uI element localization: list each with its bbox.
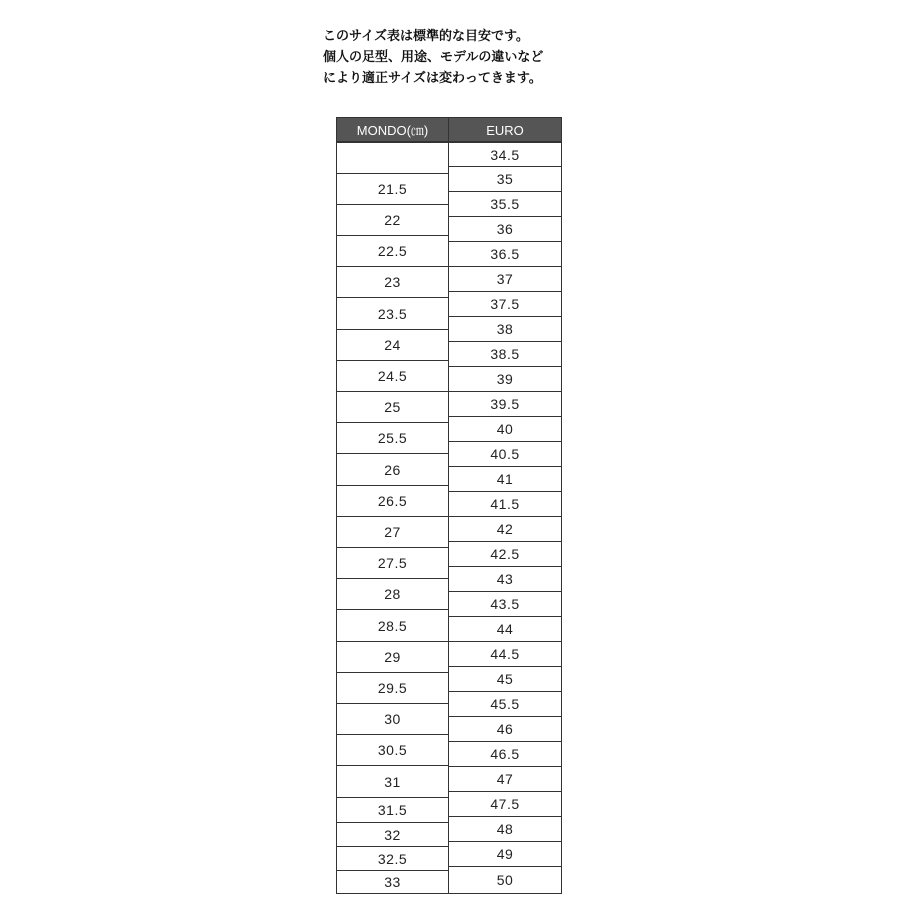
mondo-cell: 22 (336, 205, 449, 236)
euro-cell: 34.5 (449, 142, 562, 167)
euro-cell: 46.5 (449, 742, 562, 767)
mondo-cell: 31.5 (336, 798, 449, 823)
mondo-cell: 25 (336, 392, 449, 423)
mondo-cell: 30.5 (336, 735, 449, 766)
mondo-column (336, 117, 449, 894)
euro-cell: 43 (449, 567, 562, 592)
euro-cell: 47 (449, 767, 562, 792)
size-note-line-3: により適正サイズは変わってきます。 (323, 71, 542, 86)
euro-cell: 50 (449, 867, 562, 894)
euro-cell: 48 (449, 817, 562, 842)
euro-cell: 38 (449, 317, 562, 342)
euro-cell: 40.5 (449, 442, 562, 467)
mondo-cell: 27 (336, 517, 449, 548)
mondo-cell: 28.5 (336, 610, 449, 642)
mondo-cell: 21.5 (336, 174, 449, 205)
mondo-cell: 23 (336, 267, 449, 298)
euro-cell: 43.5 (449, 592, 562, 617)
size-note-line-2: 個人の足型、用途、モデルの違いなど (323, 50, 544, 65)
mondo-cell: 33 (336, 871, 449, 894)
euro-cell: 35.5 (449, 192, 562, 217)
mondo-cell: 32 (336, 823, 449, 847)
euro-cell: 36.5 (449, 242, 562, 267)
mondo-cell: 29.5 (336, 673, 449, 704)
mondo-cell: 25.5 (336, 423, 449, 454)
euro-cell: 38.5 (449, 342, 562, 367)
mondo-cell: 29 (336, 642, 449, 673)
euro-cell: 41.5 (449, 492, 562, 517)
mondo-cell: 31 (336, 766, 449, 798)
euro-cell: 44.5 (449, 642, 562, 667)
mondo-cell: 26 (336, 454, 449, 486)
euro-cell: 37 (449, 267, 562, 292)
euro-cell: 37.5 (449, 292, 562, 317)
size-chart-table (336, 117, 562, 894)
mondo-column-header: MONDO(㎝) (336, 117, 449, 142)
euro-cell: 40 (449, 417, 562, 442)
euro-cell: 45 (449, 667, 562, 692)
euro-cell: 39.5 (449, 392, 562, 417)
size-note (323, 26, 623, 89)
euro-cell: 42 (449, 517, 562, 542)
euro-column-header: EURO (449, 117, 562, 142)
euro-cell: 44 (449, 617, 562, 642)
euro-cell: 36 (449, 217, 562, 242)
mondo-cell: 23.5 (336, 298, 449, 330)
mondo-cell: 24.5 (336, 361, 449, 392)
mondo-cell: 22.5 (336, 236, 449, 267)
mondo-cell: 28 (336, 579, 449, 610)
euro-cell: 39 (449, 367, 562, 392)
euro-cell: 46 (449, 717, 562, 742)
mondo-cell (336, 142, 449, 174)
mondo-cell: 26.5 (336, 486, 449, 517)
mondo-cell: 24 (336, 330, 449, 361)
euro-cell: 35 (449, 167, 562, 192)
mondo-cell: 27.5 (336, 548, 449, 579)
mondo-cell: 30 (336, 704, 449, 735)
euro-cell: 42.5 (449, 542, 562, 567)
euro-column (449, 117, 562, 894)
size-note-line-1: このサイズ表は標準的な目安です。 (323, 29, 529, 44)
mondo-cell: 32.5 (336, 847, 449, 871)
euro-cell: 45.5 (449, 692, 562, 717)
euro-cell: 47.5 (449, 792, 562, 817)
euro-cell: 49 (449, 842, 562, 867)
euro-cell: 41 (449, 467, 562, 492)
